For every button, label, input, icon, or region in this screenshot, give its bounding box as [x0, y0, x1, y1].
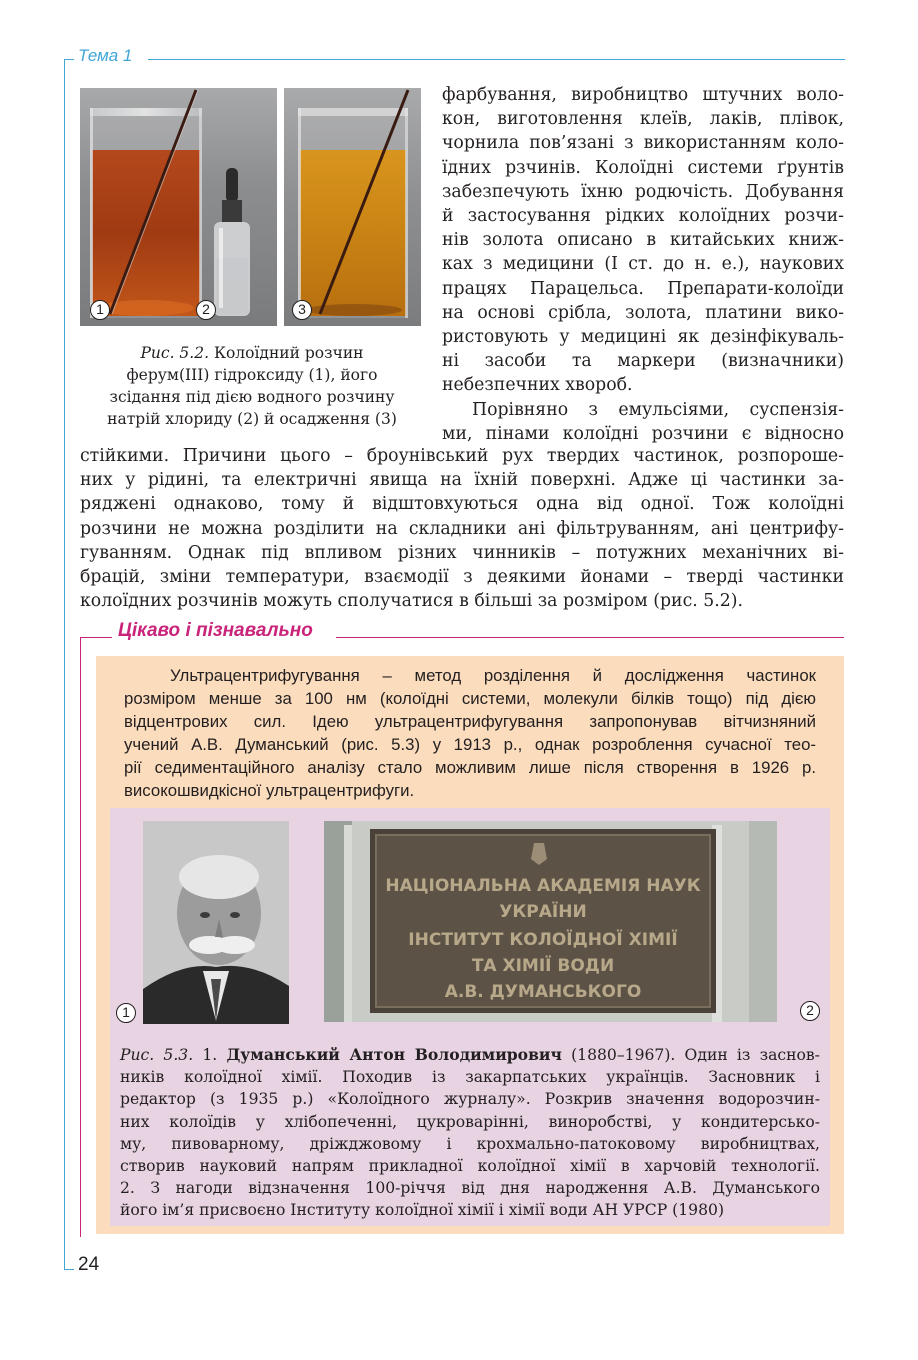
text-line: ми, пінами колоїдні розчини є відносно	[442, 423, 844, 444]
header-tick	[64, 59, 74, 60]
plaque-line-5: А.В. ДУМАНСЬКОГО	[444, 982, 642, 1002]
plaque-photo	[324, 821, 777, 1022]
text-line: ристовують у медицині як дезінфікуваль-	[442, 327, 844, 348]
badge-3: 3	[292, 300, 312, 320]
text-line: ні засоби та маркери (визначники)	[442, 351, 844, 372]
figure-5-3-badge-1: 1	[116, 1003, 136, 1023]
text-line: на основі срібла, золота, платини вико-	[442, 302, 844, 323]
figure-5-2-photo-beaker-and-bottle	[80, 88, 277, 326]
caption-line: натрій хлориду (2) й осадження (3)	[107, 410, 397, 428]
column-paragraphs	[442, 83, 844, 446]
caption-line: му, пивоварному, дріжджовому і крохмально-патоковому виробництвах,	[120, 1134, 820, 1153]
text-line: ряджені однаково, тому й відштовхуються одна від одної. Тож колоїдні	[80, 494, 844, 515]
text-line: Порівняно з емульсіями, суспензія-	[472, 399, 844, 420]
caption-label: Рис. 5.2.	[140, 344, 210, 362]
caption-line	[120, 1044, 820, 1066]
facts-text	[124, 664, 816, 802]
text-line: розміром менше за 100 нм (колоїдні системи, молекули білків тощо) під дією	[124, 689, 816, 708]
text-line: відцентрових сил. Ідею ультрацентрифугування запропонував вітчизняний	[124, 712, 816, 731]
caption-number: 1.	[202, 1046, 218, 1064]
plaque-line-3: ІНСТИТУТ КОЛОЇДНОЇ ХІМІЇ	[408, 930, 678, 950]
theme-label: Тема 1	[78, 46, 133, 65]
text-line: учений А.В. Думанський (рис. 5.3) у 1913 р., однак розроблення сучасної тео-	[124, 735, 816, 754]
caption-line: ників колоїдної хімії. Походив із закарпатських українців. Засновник і	[120, 1068, 820, 1087]
figure-5-3-badge-2: 2	[800, 1001, 820, 1021]
body-paragraph	[80, 444, 844, 613]
margin-line	[64, 59, 65, 1269]
badge-1: 1	[90, 300, 110, 320]
text-line: гуванням. Однак під впливом різних чинників – потужних механічних ві-	[80, 542, 844, 563]
facts-heading: Цікаво і пізнавально	[118, 620, 313, 641]
text-line: небезпечних хвороб.	[442, 375, 633, 396]
text-line: брацій, зміни температури, взаємодії з деякими йонами – тверді частинки	[80, 567, 844, 588]
text-line: й застосування рідких колоїдних розчи-	[442, 206, 844, 227]
caption-line: редактор (з 1935 р.) «Колоїдного журналу». Розкрив значення водорозчин-	[120, 1090, 820, 1109]
portrait-photo	[143, 821, 289, 1024]
text-line: Ультрацентрифугування – метод розділення й дослідження частинок	[170, 666, 816, 685]
caption-label: Рис. 5.3.	[120, 1046, 194, 1064]
footer-tick	[64, 1269, 74, 1270]
plaque-line-4: ТА ХІМІЇ ВОДИ	[471, 956, 615, 976]
caption-line: Колоїдний розчин	[213, 344, 364, 362]
text-line: їдних рзчинів. Колоїдні системи ґрунтів	[442, 157, 844, 178]
text-line: розчини не можна розділити на складники ані фільтруванням, ані центрифу-	[80, 518, 844, 539]
caption-line: ферум(ІІІ) гідроксиду (1), його	[126, 366, 378, 384]
caption-line: них колоїдів у хлібопеченні, цукроварінні, виноробстві, у кондитерсько-	[120, 1112, 820, 1131]
text-line: працях Парацельса. Препарати-колоїди	[442, 278, 844, 299]
figure-5-3-caption	[120, 1044, 820, 1222]
text-line: стійкими. Причини цього – броунівський рух твердих частинок, розпороше-	[80, 446, 844, 466]
caption-first-rest: (1880–1967). Один із заснов-	[571, 1046, 820, 1064]
text-line: чорнила пов’язані з використанням коло-	[442, 133, 844, 154]
text-line: фарбування, виробництво штучних воло-	[442, 85, 844, 105]
caption-name: Думанський Антон Володимирович	[226, 1045, 562, 1064]
figure-5-2-caption	[80, 342, 424, 430]
text-line: ках з медицини (І ст. до н. е.), наукових	[442, 254, 844, 275]
caption-line: зсідання під дією водного розчину	[109, 388, 395, 406]
text-line: рії седиментаційного аналізу стало можливим лише після створення в 1926 р.	[124, 758, 816, 777]
page-number: 24	[78, 1254, 100, 1275]
header-rule	[148, 59, 845, 60]
badge-2: 2	[196, 300, 216, 320]
text-line: нів золота описано в китайських книж-	[442, 230, 844, 251]
text-line: колоїдних розчинів можуть сполучатися в більші за розміром (рис. 5.2).	[80, 591, 743, 612]
caption-line: створив науковий напрям прикладної колоїдної хімії в харчовій технології.	[120, 1157, 820, 1176]
plaque-line-2: УКРАЇНИ	[499, 902, 587, 922]
text-line: кон, виготовлення клеїв, лаків, плівок,	[442, 109, 844, 130]
figure-5-2-photo-sediment	[284, 88, 421, 326]
caption-line: його ім’я присвоєно Інституту колоїдної хімії і хімії води АН УРСР (1980)	[120, 1201, 725, 1220]
facts-heading-rule-left	[80, 637, 112, 638]
facts-heading-rule-right	[336, 637, 844, 638]
caption-line: 2. З нагоди відзначення 100-річчя від дня народження А.В. Думанського	[120, 1179, 820, 1198]
text-line: високошвидкісної ультрацентрифуги.	[124, 781, 415, 800]
facts-side-line	[80, 637, 81, 1237]
text-line: забезпечують їхню родючість. Добування	[442, 181, 844, 202]
plaque-line-1: НАЦІОНАЛЬНА АКАДЕМІЯ НАУК	[385, 876, 701, 896]
text-line: них у рідині, та електричні явища на їхній поверхні. Адже ці частинки за-	[80, 470, 844, 491]
